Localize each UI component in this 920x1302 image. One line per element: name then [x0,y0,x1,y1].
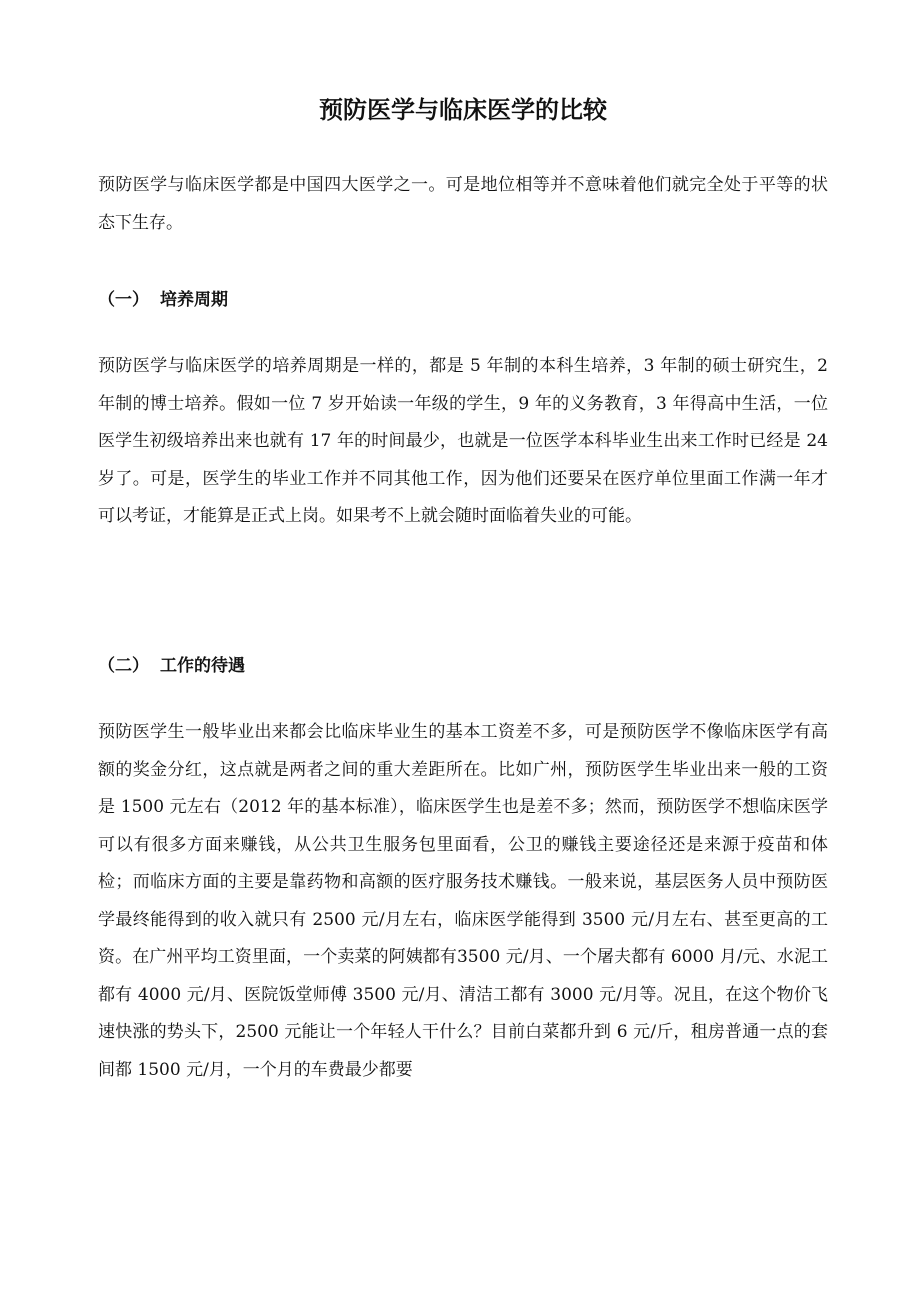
section-body-2: 预防医学生一般毕业出来都会比临床毕业生的基本工资差不多，可是预防医学不像临床医学有高额的奖金分红，这点就是两者之间的重大差距所在。比如广州，预防医学生毕业出来一般的工资是 1500 元左右（2012 年的基本标准），临床医学生也是差不多；然而，预防医学不想临床医学可以有很多方面来赚钱，从公共卫生服务包里面看，公卫的赚钱主要途径还是来源于疫苗和体检；而临床方面的主要是靠药物和高额的医疗服务技术赚钱。一般来说，基层医务人员中预防医学最终能得到的收入就只有 2500 元/月左右，临床医学能得到 3500 元/月左右、甚至更高的工资。在广州平均工资里面，一个卖菜的阿姨都有3500 元/月、一个屠夫都有 6000 月/元、水泥工都有 4000 元/月、医院饭堂师傅 3500 元/月、清洁工都有 3000 元/月等。况且，在这个物价飞速快涨的势头下，2500 元能让一个年轻人干什么？目前白菜都升到 6 元/斤，租房普通一点的套间都 1500 元/月，一个月的车费最少都要 [98,722,828,1080]
document-title: 预防医学与临床医学的比较 [319,96,607,124]
section-body-1: 预防医学与临床医学的培养周期是一样的，都是 5 年制的本科生培养，3 年制的硕士研究生，2 年制的博士培养。假如一位 7 岁开始读一年级的学生，9 年的义务教育，3 年得高中生活，一位医学生初级培养出来也就有 17 年的时间最少，也就是一位医学本科毕业生出来工作时已经是 24 岁了。可是，医学生的毕业工作并不同其他工作，因为他们还要呆在医疗单位里面工作满一年才可以考证，才能算是正式上岗。如果考不上就会随时面临着失业的可能。 [98,356,828,526]
section-heading-1 [98,286,828,314]
section-title-2: 工作的待遇 [160,656,245,676]
section-number-1: （一） [98,290,149,310]
section-number-2: （二） [98,656,149,676]
intro-paragraph: 预防医学与临床医学都是中国四大医学之一。可是地位相等并不意味着他们就完全处于平等的状态下生存。 [98,175,828,233]
section-heading-2 [98,652,828,680]
section-title-1: 培养周期 [160,290,228,310]
